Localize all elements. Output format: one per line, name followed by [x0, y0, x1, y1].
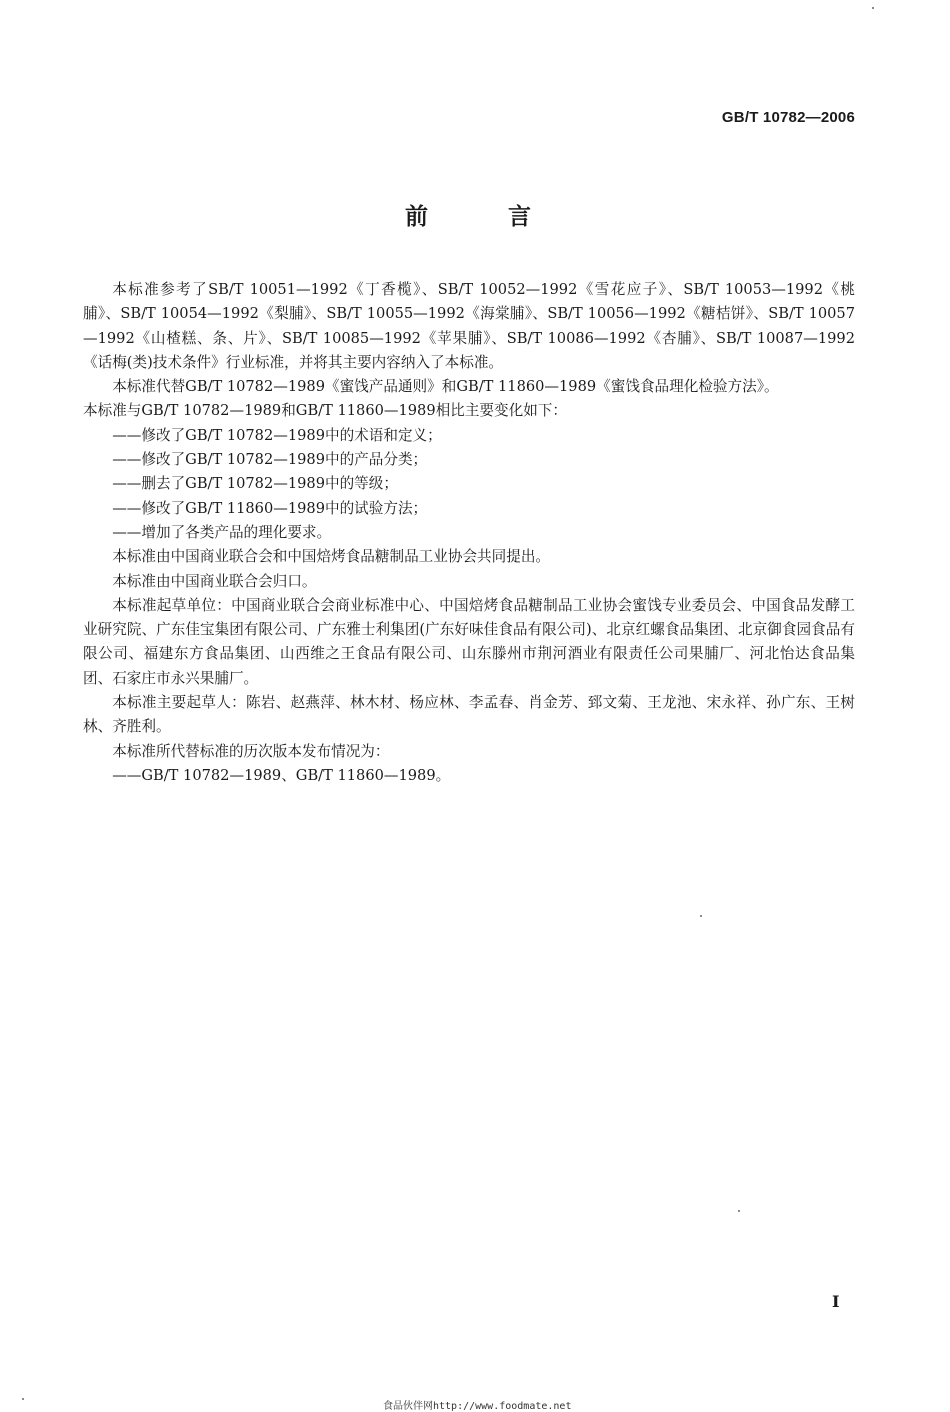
foreword-body — [83, 278, 855, 788]
list-item: ——修改了GB/T 11860—1989中的试验方法； — [112, 499, 428, 517]
paragraph-centralized-by: 本标准由中国商业联合会归口。 — [112, 572, 317, 590]
paragraph-changes-intro: 本标准与GB/T 10782—1989和GB/T 11860—1989相比主要变化如下： — [83, 402, 567, 420]
scan-speck — [700, 915, 702, 917]
list-item: ——修改了GB/T 10782—1989中的产品分类； — [112, 451, 428, 469]
page-number: I — [832, 1292, 840, 1311]
paragraph-reference-standards: 本标准参考了SB/T 10051—1992《丁香榄》、SB/T 10052—1992《雪花应子》、SB/T 10053—1992《桃脯》、SB/T 10054—1992《梨脯》、SB/T 10055—1992《海棠脯》、SB/T 10056—1992《糖桔饼》、SB/T 10057—1992《山楂糕、条、片》、SB/T 10085—1992《苹果脯》、SB/T 10086—1992《杏脯》、SB/T 10087—1992《话梅(类)技术条件》行业标准，并将其主要内容纳入了本标准。 — [83, 281, 855, 371]
list-item: ——修改了GB/T 10782—1989中的术语和定义； — [112, 426, 442, 444]
version-history-item: ——GB/T 10782—1989、GB/T 11860—1989。 — [112, 766, 451, 784]
paragraph-proposed-by: 本标准由中国商业联合会和中国焙烤食品糖制品工业协会共同提出。 — [112, 548, 551, 566]
paragraph-drafting-units: 本标准起草单位：中国商业联合会商业标准中心、中国焙烤食品糖制品工业协会蜜饯专业委员会、中国食品发酵工业研究院、广东佳宝集团有限公司、广东雅士利集团(广东好味佳食品有限公司)、北京红螺食品集团、北京御食园食品有限公司、福建东方食品集团、山西维之王食品有限公司、山东滕州市荆河酒业有限责任公司果脯厂、河北怡达食品集团、石家庄市永兴果脯厂。 — [83, 596, 855, 687]
list-item: ——删去了GB/T 10782—1989中的等级； — [112, 475, 398, 493]
paragraph-replaces: 本标准代替GB/T 10782—1989《蜜饯产品通则》和GB/T 11860—1989《蜜饯食品理化检验方法》。 — [112, 378, 779, 396]
changes-list — [83, 424, 855, 545]
watermark-text: 食品伙伴网http://www.foodmate.net — [383, 1401, 572, 1412]
paragraph-drafters: 本标准主要起草人：陈岩、赵燕萍、林木材、杨应林、李孟春、肖金芳、郅文菊、王龙池、宋永祥、孙广东、王树林、齐胜利。 — [83, 694, 855, 736]
paragraph-version-history-intro: 本标准所代替标准的历次版本发布情况为： — [112, 742, 390, 760]
scan-speck — [872, 7, 874, 9]
scan-speck — [22, 1398, 24, 1400]
list-item: ——增加了各类产品的理化要求。 — [112, 523, 332, 541]
page-title: 前 言 — [404, 204, 567, 230]
scan-speck — [738, 1210, 740, 1212]
standard-code: GB/T 10782—2006 — [721, 109, 855, 126]
